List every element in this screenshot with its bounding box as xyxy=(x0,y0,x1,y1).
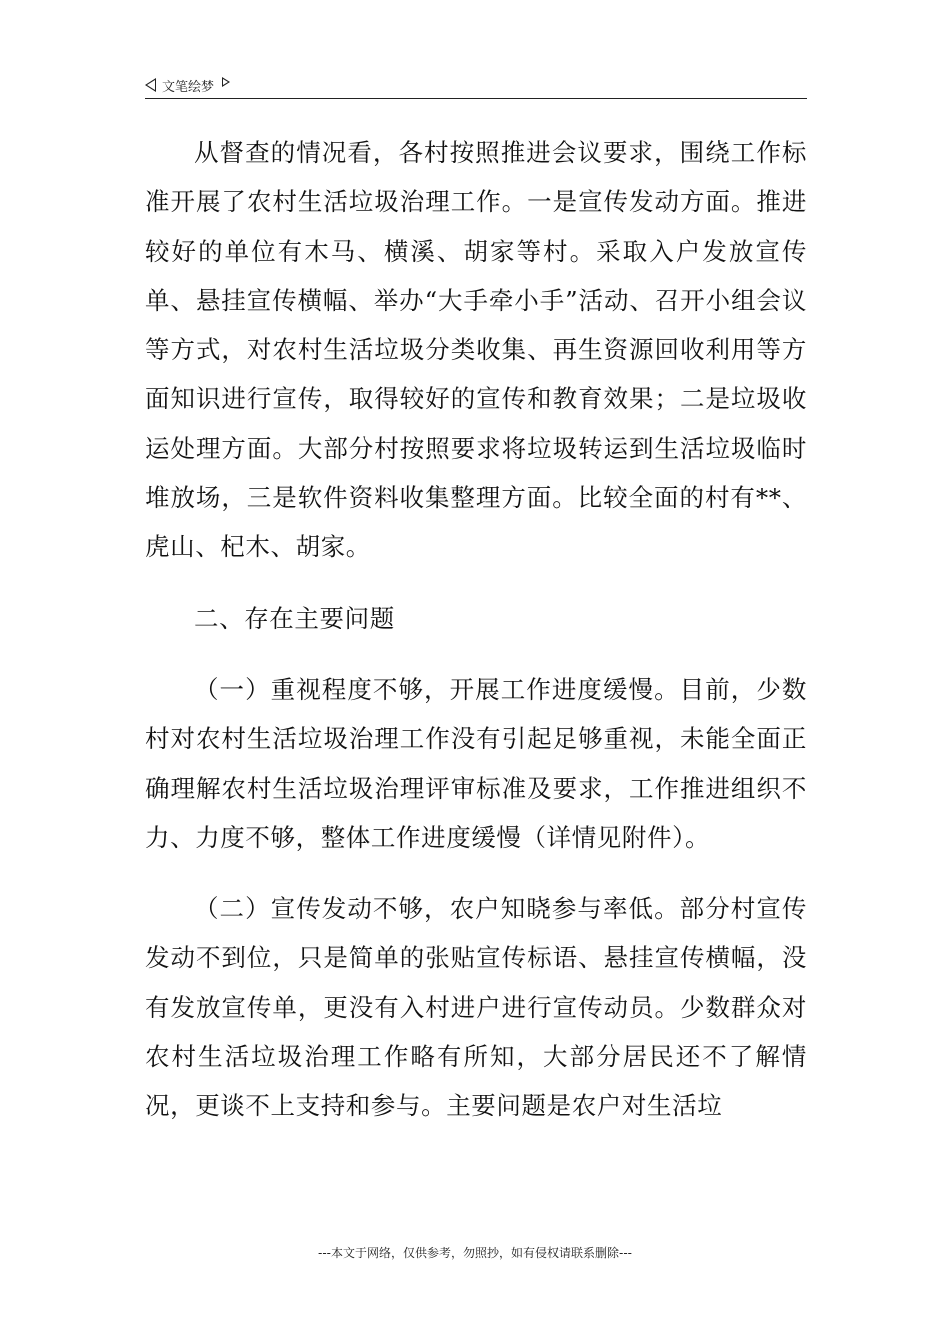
section-heading-problems: 二、存在主要问题 xyxy=(194,603,395,633)
document-body xyxy=(145,128,807,1131)
paragraph-problem-2: （二）宣传发动不够，农户知晓参与率低。部分村宣传发动不到位，只是简单的张贴宣传标语、悬挂宣传横幅，没有发放宣传单，更没有入村进户进行宣传动员。少数群众对农村生活垃圾治理工作略有所知，大部分居民还不了解情况，更谈不上支持和参与。主要问题是农户对生活垃 xyxy=(145,894,807,1121)
page-header xyxy=(145,72,807,99)
page-footer: ---本文于网络，仅供参考，勿照抄，如有侵权请联系删除--- xyxy=(318,1246,632,1260)
triangle-right-icon xyxy=(222,77,230,87)
triangle-left-icon xyxy=(145,78,156,92)
paragraph-inspection-summary: 从督查的情况看，各村按照推进会议要求，围绕工作标准开展了农村生活垃圾治理工作。一是宣传发动方面。推进较好的单位有木马、横溪、胡家等村。采取入户发放宣传单、悬挂宣传横幅、举办“大手牵小手”活动、召开小组会议等方式，对农村生活垃圾分类收集、再生资源回收利用等方面知识进行宣传，取得较好的宣传和教育效果；二是垃圾收运处理方面。大部分村按照要求将垃圾转运到生活垃圾临时堆放场，三是软件资料收集整理方面。比较全面的村有**、虎山、杞木、胡家。 xyxy=(145,138,807,562)
paragraph-problem-1: （一）重视程度不够，开展工作进度缓慢。目前，少数村对农村生活垃圾治理工作没有引起足够重视，未能全面正确理解农村生活垃圾治理评审标准及要求，工作推进组织不力、力度不够，整体工作进度缓慢（详情见附件）。 xyxy=(145,674,807,852)
header-title: 文笔绘梦 xyxy=(162,79,215,95)
